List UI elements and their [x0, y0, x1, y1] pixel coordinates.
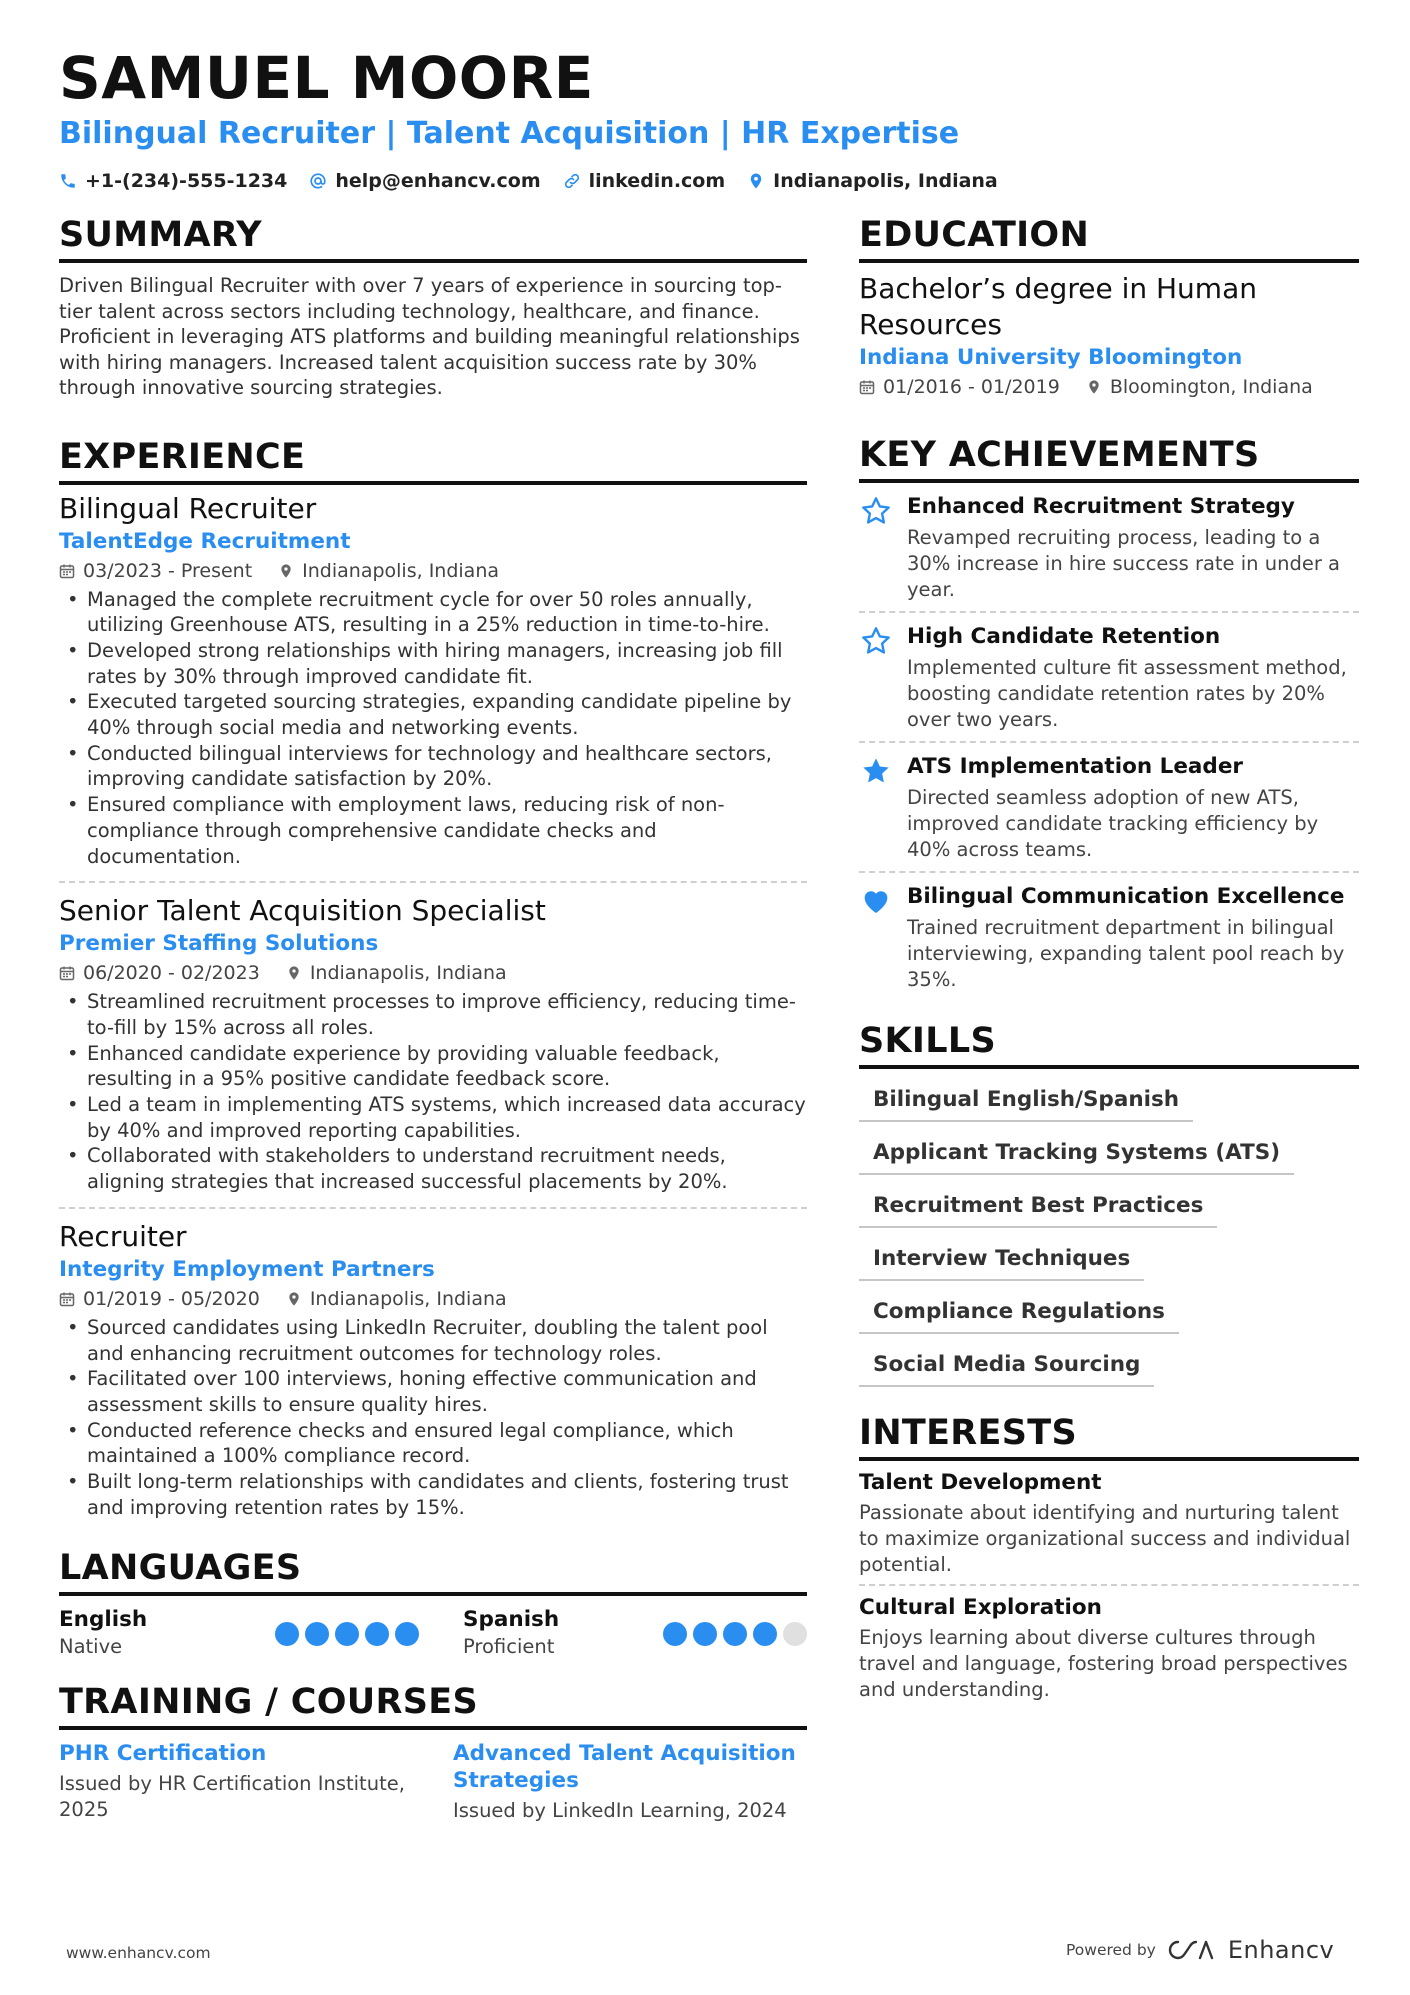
interest-title: Talent Development	[859, 1470, 1102, 1495]
course-item	[59, 1740, 433, 1824]
summary-section	[59, 215, 807, 401]
job-bullets	[59, 587, 807, 870]
achievement-desc: Directed seamless adoption of new ATS, improved candidate tracking efficiency by 40% across teams.	[907, 786, 1319, 861]
language-name: Spanish	[463, 1607, 560, 1633]
job-location-text: Indianapolis, Indiana	[309, 962, 507, 985]
job-bullets	[59, 1315, 807, 1521]
job-title: Senior Talent Acquisition Specialist	[59, 894, 546, 928]
job-bullet: • Led a team in implementing ATS systems, which increased data accuracy by 40% and improved reporting capabilities.	[59, 1092, 807, 1143]
language-level: Proficient	[463, 1635, 555, 1659]
interest-desc: Passionate about identifying and nurturing talent to maximize organizational success and individual potential.	[859, 1501, 1351, 1576]
training-section	[59, 1682, 807, 1824]
phone-text: +1-(234)-555-1234	[85, 170, 288, 192]
job-bullet: • Sourced candidates using LinkedIn Recruiter, doubling the talent pool and enhancing recruitment outcomes for technology roles.	[59, 1315, 807, 1366]
email-text: help@enhancv.com	[335, 170, 541, 192]
star-outline-icon	[859, 495, 893, 527]
skills-list	[859, 1077, 1359, 1395]
heart-icon	[859, 885, 893, 917]
skill-tag: Social Media Sourcing	[859, 1342, 1154, 1387]
candidate-tagline: Bilingual Recruiter | Talent Acquisition | HR Expertise	[59, 116, 960, 151]
achievement-icon-wrap	[859, 493, 893, 603]
footer-website[interactable]: www.enhancv.com	[66, 1944, 211, 1962]
achievement-item	[859, 741, 1359, 871]
rating-dot-filled	[693, 1622, 717, 1646]
interest-title: Cultural Exploration	[859, 1595, 1102, 1620]
job-meta	[59, 1285, 807, 1313]
job-dates-text: 06/2020 - 02/2023	[83, 962, 260, 985]
language-name: English	[59, 1607, 148, 1633]
job-bullet: • Conducted bilingual interviews for technology and healthcare sectors, improving candidate satisfaction by 20%.	[59, 741, 807, 792]
calendar-icon	[59, 1291, 75, 1307]
right-column	[859, 215, 1359, 1709]
job-bullet: • Ensured compliance with employment laws, reducing risk of non-compliance through comprehensive candidate checks and documentation.	[59, 792, 807, 869]
rating-dot-filled	[365, 1622, 389, 1646]
degree-title: Bachelor’s degree in Human Resources	[859, 272, 1257, 341]
contact-phone[interactable]	[59, 170, 287, 192]
achievement-desc: Implemented culture fit assessment method, boosting candidate retention rates by 20% over two years.	[907, 656, 1347, 731]
achievements-heading: KEY ACHIEVEMENTS	[859, 435, 1359, 483]
interest-item	[859, 1461, 1359, 1584]
job-bullet: • Conducted reference checks and ensured legal compliance, which maintained a 100% compliance record.	[59, 1418, 807, 1469]
job-bullets	[59, 989, 807, 1195]
job-location	[286, 959, 507, 987]
language-level: Native	[59, 1635, 123, 1659]
job-entry	[59, 881, 807, 1201]
skill-tag: Applicant Tracking Systems (ATS)	[859, 1130, 1294, 1175]
location-pin-icon	[1086, 379, 1102, 395]
job-title: Bilingual Recruiter	[59, 491, 317, 525]
achievement-desc: Trained recruitment department in bilingual interviewing, expanding talent pool reach by 35%.	[907, 916, 1345, 991]
at-icon	[309, 172, 327, 190]
education-meta	[859, 373, 1359, 401]
training-heading: TRAINING / COURSES	[59, 1682, 807, 1730]
job-location-text: Indianapolis, Indiana	[302, 559, 500, 582]
brand-name: Enhancv	[1227, 1936, 1335, 1964]
phone-icon	[59, 172, 77, 190]
job-location-text: Indianapolis, Indiana	[309, 1287, 507, 1310]
job-entry	[59, 1207, 807, 1527]
contact-linkedin[interactable]	[563, 170, 726, 192]
contact-location	[747, 170, 998, 192]
achievement-icon-wrap	[859, 883, 893, 993]
contact-bar	[59, 170, 998, 192]
job-dates-text: 01/2019 - 05/2020	[83, 1287, 260, 1310]
achievement-title: ATS Implementation Leader	[907, 754, 1244, 779]
rating-dot-empty	[783, 1622, 807, 1646]
interests-section	[859, 1413, 1359, 1709]
skills-heading: SKILLS	[859, 1021, 1359, 1069]
powered-by-text: Powered by	[1066, 1941, 1156, 1959]
achievement-item	[859, 483, 1359, 611]
achievement-title: High Candidate Retention	[907, 624, 1221, 649]
job-dates	[59, 1285, 260, 1313]
job-location	[286, 1285, 507, 1313]
rating-dot-filled	[395, 1622, 419, 1646]
star-outline-icon	[859, 625, 893, 657]
company-name: TalentEdge Recruitment	[59, 528, 351, 554]
calendar-icon	[59, 563, 75, 579]
location-pin-icon	[286, 965, 302, 981]
interest-desc: Enjoys learning about diverse cultures through travel and language, fostering broad perspectives and understanding.	[859, 1626, 1348, 1701]
footer-brand[interactable]	[1066, 1936, 1334, 1964]
languages-section	[59, 1548, 807, 1660]
location-text: Indianapolis, Indiana	[773, 170, 998, 192]
experience-section	[59, 437, 807, 1527]
achievement-desc: Revamped recruiting process, leading to a 30% increase in hire success rate in under a year.	[907, 526, 1340, 601]
course-item	[433, 1740, 807, 1824]
achievements-section	[859, 435, 1359, 1001]
candidate-name: SAMUEL MOORE	[59, 44, 594, 112]
education-heading: EDUCATION	[859, 215, 1359, 263]
job-bullet: • Streamlined recruitment processes to improve efficiency, reducing time-to-fill by 15% across all roles.	[59, 989, 807, 1040]
rating-dot-filled	[753, 1622, 777, 1646]
job-entry	[59, 491, 807, 876]
courses-list	[59, 1740, 807, 1824]
skill-tag: Bilingual English/Spanish	[859, 1077, 1193, 1122]
skill-tag: Recruitment Best Practices	[859, 1183, 1217, 1228]
job-meta	[59, 959, 807, 987]
rating-dot-filled	[305, 1622, 329, 1646]
job-title: Recruiter	[59, 1219, 187, 1253]
language-item	[59, 1606, 433, 1660]
experience-heading: EXPERIENCE	[59, 437, 807, 485]
achievement-item	[859, 871, 1359, 1001]
calendar-icon	[859, 379, 875, 395]
education-section	[859, 215, 1359, 401]
achievement-icon-wrap	[859, 753, 893, 863]
contact-email[interactable]	[309, 170, 540, 192]
job-bullet: • Enhanced candidate experience by providing valuable feedback, resulting in a 95% positive candidate feedback score.	[59, 1041, 807, 1092]
achievement-item	[859, 611, 1359, 741]
language-rating	[663, 1622, 807, 1660]
skill-tag: Compliance Regulations	[859, 1289, 1179, 1334]
course-desc: Issued by HR Certification Institute, 2025	[59, 1772, 405, 1822]
achievement-title: Enhanced Recruitment Strategy	[907, 494, 1295, 519]
interests-heading: INTERESTS	[859, 1413, 1359, 1461]
job-bullet: • Executed targeted sourcing strategies, expanding candidate pipeline by 40% through social media and networking events.	[59, 689, 807, 740]
summary-text: Driven Bilingual Recruiter with over 7 years of experience in sourcing top-tier talent across sectors including technology, healthcare, and finance. Proficient in leveraging ATS platforms and building meaningful relationships with hiring managers. Increased talent acquisition success rate by 30% through innovative sourcing strategies.	[59, 274, 800, 399]
rating-dot-filled	[663, 1622, 687, 1646]
enhancv-logo-icon	[1168, 1938, 1216, 1962]
job-dates	[59, 959, 260, 987]
achievement-title: Bilingual Communication Excellence	[907, 884, 1345, 909]
interest-item	[859, 1584, 1359, 1709]
rating-dot-filled	[275, 1622, 299, 1646]
location-pin-icon	[278, 563, 294, 579]
job-bullet: • Built long-term relationships with candidates and clients, fostering trust and improving retention rates by 15%.	[59, 1469, 807, 1520]
job-bullet: • Managed the complete recruitment cycle for over 50 roles annually, utilizing Greenhouse ATS, resulting in a 25% reduction in time-to-hire.	[59, 587, 807, 638]
languages-list	[59, 1606, 807, 1660]
location-pin-icon	[286, 1291, 302, 1307]
job-bullet: • Developed strong relationships with hiring managers, increasing job fill rates by 30% through improved candidate fit.	[59, 638, 807, 689]
company-name: Integrity Employment Partners	[59, 1256, 435, 1282]
achievement-icon-wrap	[859, 623, 893, 733]
school-name: Indiana University Bloomington	[859, 345, 1243, 370]
star-filled-icon	[859, 755, 893, 787]
course-desc: Issued by LinkedIn Learning, 2024	[453, 1799, 787, 1823]
job-dates-text: 03/2023 - Present	[83, 559, 253, 582]
job-location	[278, 557, 499, 585]
linkedin-text: linkedin.com	[588, 170, 726, 192]
language-rating	[275, 1622, 419, 1660]
course-title: PHR Certification	[59, 1741, 267, 1767]
job-bullet: • Facilitated over 100 interviews, honing effective communication and assessment skills to ensure quality hires.	[59, 1366, 807, 1417]
rating-dot-filled	[335, 1622, 359, 1646]
location-pin-icon	[747, 172, 765, 190]
job-meta	[59, 557, 807, 585]
course-title: Advanced Talent Acquisition Strategies	[453, 1741, 796, 1794]
education-dates	[859, 373, 1060, 401]
company-name: Premier Staffing Solutions	[59, 931, 379, 957]
job-dates	[59, 557, 252, 585]
education-dates-text: 01/2016 - 01/2019	[883, 376, 1060, 398]
education-location-text: Bloomington, Indiana	[1109, 376, 1313, 398]
languages-heading: LANGUAGES	[59, 1548, 807, 1596]
skill-tag: Interview Techniques	[859, 1236, 1144, 1281]
skills-section	[859, 1021, 1359, 1395]
job-bullet: • Collaborated with stakeholders to understand recruitment needs, aligning strategies that increased successful placements by 20%.	[59, 1143, 807, 1194]
calendar-icon	[59, 965, 75, 981]
language-item	[433, 1606, 807, 1660]
rating-dot-filled	[723, 1622, 747, 1646]
education-location	[1086, 373, 1313, 401]
link-icon	[563, 172, 581, 190]
summary-heading: SUMMARY	[59, 215, 807, 263]
left-column	[59, 215, 807, 1824]
